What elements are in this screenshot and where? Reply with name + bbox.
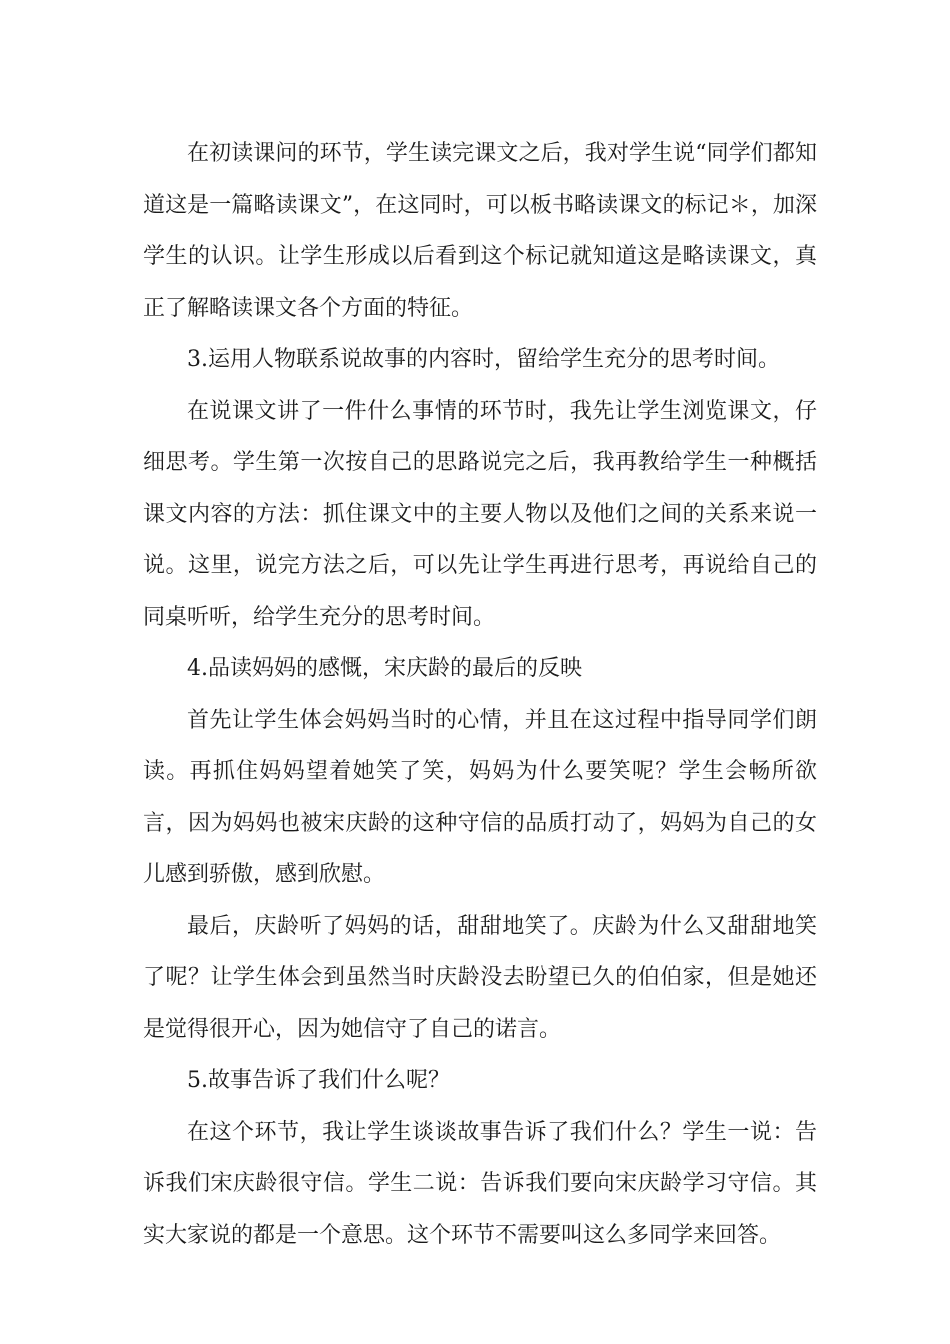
section-heading-3: 3.运用人物联系说故事的内容时，留给学生充分的思考时间。 [187,347,780,372]
document-body [143,128,817,1261]
paragraph-4: 最后，庆龄听了妈妈的话，甜甜地笑了。庆龄为什么又甜甜地笑了呢？让学生体会到虽然当时庆龄没去盼望已久的伯伯家，但是她还是觉得很开心，因为她信守了自己的诺言。 [143,913,817,1042]
section-heading-4: 4.品读妈妈的感慨，宋庆龄的最后的反映 [187,656,582,681]
paragraph-5: 在这个环节，我让学生谈谈故事告诉了我们什么？学生一说：告诉我们宋庆龄很守信。学生二说：告诉我们要向宋庆龄学习守信。其实大家说的都是一个意思。这个环节不需要叫这么多同学来回答。 [143,1119,817,1248]
paragraph-3: 首先让学生体会妈妈当时的心情，并且在这过程中指导同学们朗读。再抓住妈妈望着她笑了笑，妈妈为什么要笑呢？学生会畅所欲言，因为妈妈也被宋庆龄的这种守信的品质打动了，妈妈为自己的女儿感到骄傲，感到欣慰。 [143,707,817,887]
section-heading-5: 5.故事告诉了我们什么呢？ [187,1068,450,1093]
paragraph-2: 在说课文讲了一件什么事情的环节时，我先让学生浏览课文，仔细思考。学生第一次按自己的思路说完之后，我再教给学生一种概括课文内容的方法：抓住课文中的主要人物以及他们之间的关系来说一说。这里，说完方法之后，可以先让学生再进行思考，再说给自己的同桌听听，给学生充分的思考时间。 [143,398,817,630]
paragraph-1: 在初读课问的环节，学生读完课文之后，我对学生说“同学们都知道这是一篇略读课文”，在这同时，可以板书略读课文的标记＊，加深学生的认识。让学生形成以后看到这个标记就知道这是略读课文，真正了解略读课文各个方面的特征。 [143,141,817,321]
